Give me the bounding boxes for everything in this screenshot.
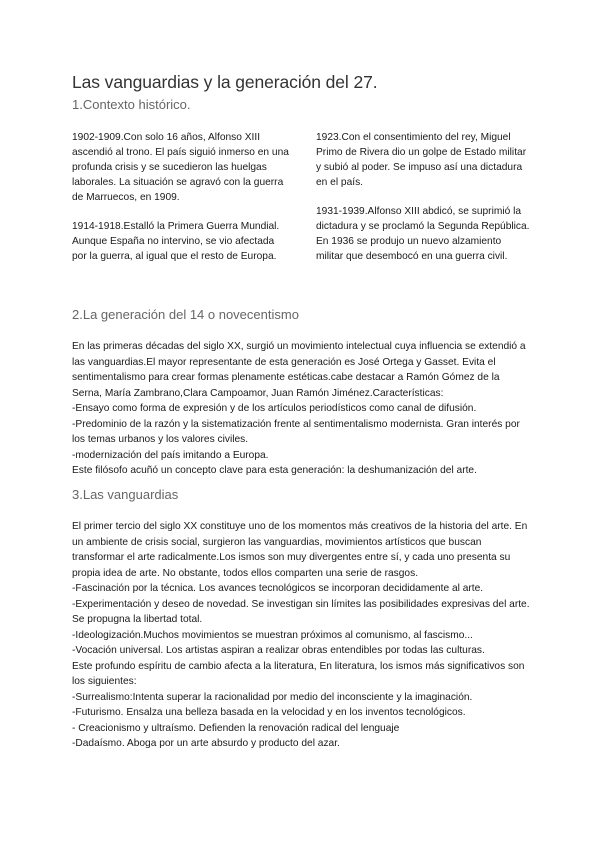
body-line: -Experimentación y deseo de novedad. Se investigan sin límites las posibilidades expresivas del arte. Se propugna la libertad total. [72,598,530,625]
context-left-column [72,130,290,278]
body-line: -Futurismo. Ensalza una belleza basada en la velocidad y en los inventos tecnológicos. [72,707,466,718]
context-right-column [316,130,531,278]
body-line: Este filósofo acuñó un concepto clave para esta generación: la deshumanización del arte. [72,465,477,476]
body-line: El primer tercio del siglo XX constituye uno de los momentos más creativos de la historia del arte. En un ambiente de crisis social, surgieron las vanguardias, movimientos artísticos que buscan transformar el arte radicalmente.Los ismos son muy divergentes entre sí, y cada uno presenta su propia idea de arte. No obstante, todos ellos comparten una serie de rasgos. [72,521,528,579]
novecentismo-body [72,339,532,479]
document-title: Las vanguardias y la generación del 27. [72,72,378,92]
body-line: - Creacionismo y ultraísmo. Defienden la renovación radical del lenguaje [72,722,400,734]
context-paragraph: 1923.Con el consentimiento del rey, Miguel Primo de Rivera dio un golpe de Estado militar y subió al poder. Se impuso así una dictadura en el país. [316,132,527,188]
body-line: -Predominio de la razón y la sistematización frente al sentimentalismo modernista. Gran interés por los temas urbanos y los valores civiles. [72,418,520,445]
context-paragraph: 1914-1918.Estalló la Primera Guerra Mundial. Aunque España no intervino, se vio afectada por la guerra, al igual que el resto de Europa. [72,221,280,262]
body-line: -Fascinación por la técnica. Los avances tecnológicos se incorporan decididamente al arte. [72,583,484,594]
body-line: -modernización del país imitando a Europa. [72,449,269,461]
body-line: Este profundo espíritu de cambio afecta a la literatura, En literatura, los ismos más significativos son los siguientes: [72,660,525,687]
vanguardias-body [72,519,532,752]
body-line: -Vocación universal. Los artistas aspiran a realizar obras entendibles por todas las culturas. [72,645,485,656]
body-line: -Dadaísmo. Aboga por un arte absurdo y producto del azar. [72,738,340,749]
body-line: -Ensayo como forma de expresión y de los artículos periodísticos como canal de difusión. [72,403,477,414]
section-heading-vanguardias: 3.Las vanguardias [72,487,179,502]
context-paragraph: 1931-1939.Alfonso XIII abdicó, se suprimió la dictadura y se proclamó la Segunda República. En 1936 se produjo un nuevo alzamiento militar que desembocó en una guerra civil. [316,206,530,262]
section-heading-context: 1.Contexto histórico. [72,97,191,112]
context-paragraph: 1902-1909.Con solo 16 años, Alfonso XIII ascendió al trono. El país siguió inmerso en una profunda crisis y se sucedieron las huelgas laborales. La situación se agravó con la guerra de Marruecos, en 1909. [72,132,289,203]
body-line: -Ideologización.Muchos movimientos se muestran próximos al comunismo, al fascismo... [72,629,473,641]
body-line: En las primeras décadas del siglo XX, surgió un movimiento intelectual cuya influencia se extendió a las vanguardias.El mayor representante de esta generación es José Ortega y Gasset. Evita el sentimentalismo para crear formas plenamente estéticas.cabe destacar a Ramón Gómez de la Serna, María Zambrano,Clara Campoamor, Juan Ramón Jiménez.Características: [72,341,526,399]
section-heading-novecentismo: 2.La generación del 14 o novecentismo [72,307,299,322]
body-line: -Surrealismo:Intenta superar la racionalidad por medio del inconsciente y la imaginación. [72,691,473,703]
